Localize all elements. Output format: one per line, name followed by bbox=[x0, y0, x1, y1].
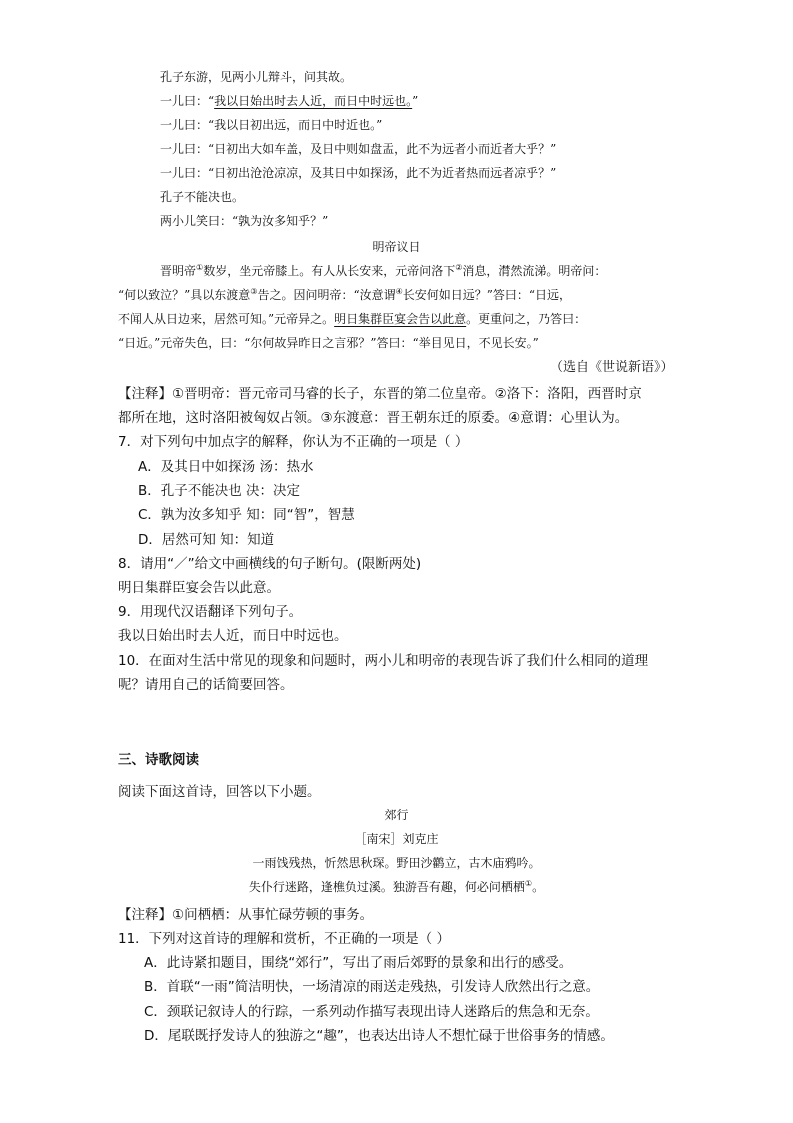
section3-heading: 三、诗歌阅读 bbox=[118, 752, 199, 768]
q7-option-b: B．孔子不能决也 决：决定 bbox=[138, 483, 301, 499]
q11-option-a: A．此诗紧扣题目，围绕“郊行”，写出了雨后郊野的景象和出行的感受。 bbox=[144, 955, 573, 971]
q11-stem: 11．下列对这首诗的理解和赏析，不正确的一项是（ ） bbox=[118, 931, 450, 947]
q10-line-2: 呢？请用自己的话简要回答。 bbox=[118, 677, 294, 693]
underlined-sentence-2: 明日集群臣宴会告以此意 bbox=[334, 312, 467, 326]
notes2: 【注释】①问栖栖：从事忙碌劳顿的事务。 bbox=[118, 907, 374, 923]
q11-option-b: B．首联“一雨”简洁明快，一场清凉的雨送走残热，引发诗人欣然出行之意。 bbox=[144, 979, 600, 995]
underlined-sentence: 我以日始出时去人近，而日中时远也。 bbox=[214, 94, 413, 108]
section3-instruction: 阅读下面这首诗，回答以下小题。 bbox=[118, 784, 321, 800]
passage2-line-3: 不闻人从日边来，居然可知。”元帝异之。明日集群臣宴会告以此意。更重问之，乃答曰： bbox=[118, 312, 587, 326]
q11-option-d: D．尾联既抒发诗人的独游之“趣”，也表达出诗人不想忙碌于世俗事务的情感。 bbox=[144, 1028, 614, 1044]
q7-option-d: D．居然可知 知：知道 bbox=[138, 532, 275, 548]
passage1-line: 两小儿笑曰：“孰为汝多知乎？” bbox=[160, 214, 329, 228]
passage1-quote-prefix: 一儿曰：“ bbox=[160, 94, 215, 108]
passage2-source: （选自《世说新语》） bbox=[550, 360, 674, 375]
passage1-line: 一儿曰：“日初出大如车盖，及日中则如盘盂，此不为远者小而近者大乎？” bbox=[160, 142, 557, 156]
passage2-line-4: “日近。”元帝失色，曰：“尔何故异昨日之言邪？”答曰：“举目见日，不见长安。” bbox=[118, 336, 539, 350]
q8-sentence: 明日集群臣宴会告以此意。 bbox=[118, 580, 280, 596]
q11-option-c: C．颈联记叙诗人的行踪，一系列动作描写表现出诗人迷路后的焦急和无奈。 bbox=[144, 1004, 599, 1020]
q10-line-1: 10．在面对生活中常见的现象和问题时，两小儿和明帝的表现告诉了我们什么相同的道理 bbox=[118, 653, 649, 669]
poem-line-2: 失仆行迷路，逢樵负过溪。独游吾有趣，何必问栖栖①。 bbox=[248, 879, 545, 894]
poem-line-1: 一雨饯残热，忻然思秋琛。野田沙鹳立，古木庙鸦吟。 bbox=[252, 856, 541, 870]
notes1-line-2: 都所在地，这时洛阳被匈奴占领。③东渡意：晋王朝东迁的原委。④意谓：心里认为。 bbox=[118, 410, 629, 426]
passage1-line: 一儿曰：“我以日初出远，而日中时近也。” bbox=[160, 118, 383, 132]
q9-stem: 9．用现代汉语翻译下列句子。 bbox=[118, 604, 303, 620]
q8-stem: 8．请用“／”给文中画横线的句子断句。(限断两处) bbox=[118, 556, 422, 572]
q9-sentence: 我以日始出时去人近，而日中时远也。 bbox=[118, 628, 348, 644]
q7-stem: 7．对下列句中加点字的解释，你认为不正确的一项是（ ） bbox=[118, 434, 469, 450]
poem-author: ［南宋］刘克庄 bbox=[354, 832, 439, 846]
q7-option-c: C．孰为汝多知乎 知：同“智”，智慧 bbox=[138, 507, 355, 523]
passage1-line: 孔子东游，见两小儿辩斗，问其故。 bbox=[160, 70, 353, 84]
passage2-line-2: “何以致泣？”具以东渡意③告之。因问明帝：“汝意谓④长安何如日远？”答曰：“日远， bbox=[118, 287, 572, 302]
q7-option-a: A．及其日中如探汤 汤：热水 bbox=[138, 459, 314, 475]
passage1-line: 一儿曰：“日初出沧沧凉凉，及其日中如探汤，此不为近者热而远者凉乎？” bbox=[160, 166, 557, 180]
passage1-line: 一儿曰：“我以日始出时去人近，而日中时远也。” bbox=[160, 94, 419, 108]
poem-title: 郊行 bbox=[384, 808, 409, 822]
notes1-line-1: 【注释】①晋明帝：晋元帝司马睿的长子，东晋的第二位皇帝。②洛下：洛阳，西晋时京 bbox=[118, 386, 642, 402]
passage1-line: 孔子不能决也。 bbox=[160, 190, 245, 204]
passage2-line-1: 晋明帝①数岁，坐元帝膝上。有人从长安来，元帝问洛下②消息，潸然流涕。明帝问： bbox=[160, 263, 607, 278]
passage2-title: 明帝议日 bbox=[372, 240, 421, 254]
